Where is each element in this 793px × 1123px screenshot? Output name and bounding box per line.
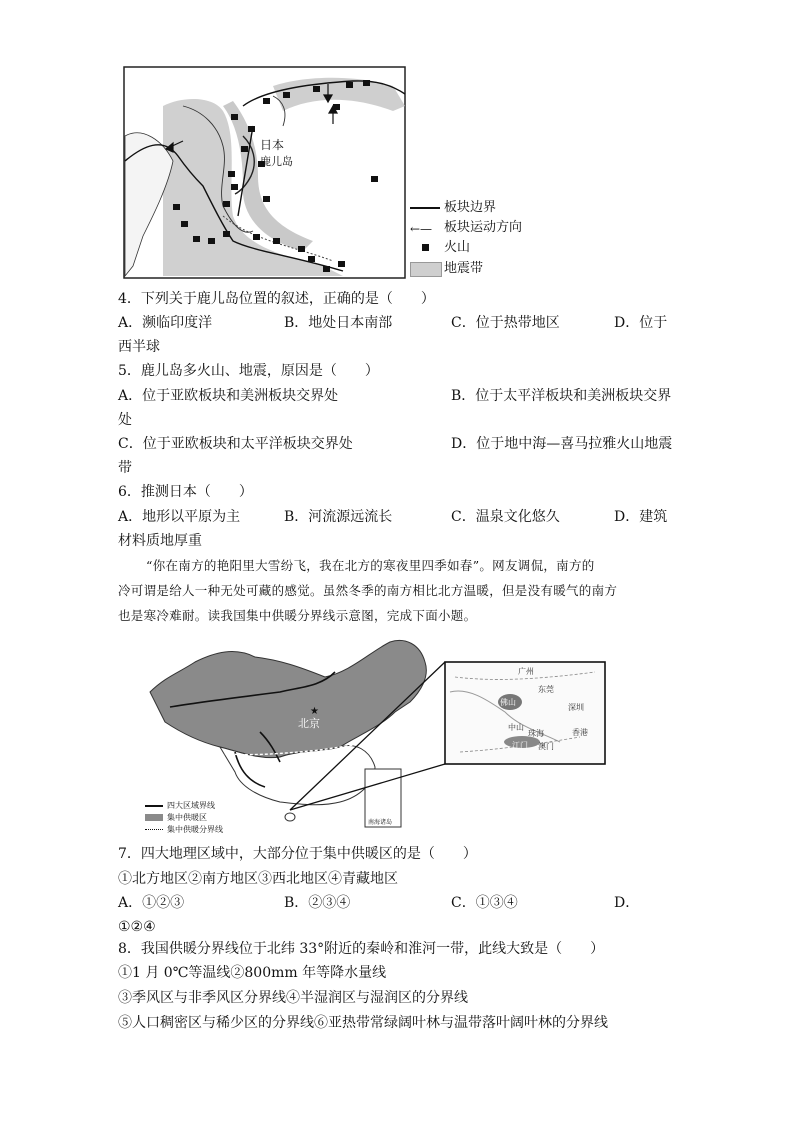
inset-zhuhai: 珠海 xyxy=(528,729,544,738)
legend-regions: 四大区域界线 xyxy=(167,801,215,810)
passage-line-2: 冷可谓是给人一种无处可藏的感觉。虽然冬季的南方相比北方温暖，但是没有暖气的南方 xyxy=(118,583,618,598)
plate-map xyxy=(123,66,407,280)
q7-option-a[interactable]: A．①②③ xyxy=(118,895,185,911)
arrow-left-icon: ←— xyxy=(410,222,433,236)
q7-option-d-wrap: ①②④ xyxy=(118,919,156,935)
legend-volcano: 火山 xyxy=(444,240,471,255)
q5-option-c[interactable]: C．位于亚欧板块和太平洋板块交界处 xyxy=(118,436,353,452)
heating-zone xyxy=(150,640,426,757)
hainan-island xyxy=(285,813,295,821)
q5-option-b[interactable]: B．位于太平洋板块和美洲板块交界 xyxy=(451,388,672,404)
legend-heating-line: 集中供暖分界线 xyxy=(167,825,223,834)
q8-options-3: ⑤人口稠密区与稀少区的分界线⑥亚热带常绿阔叶林与温带落叶阔叶林的分界线 xyxy=(118,1015,608,1031)
q8-options-1: ①1 月 0℃等温线②800mm 年等降水量线 xyxy=(118,965,387,981)
q5-stem: 5．鹿儿岛多火山、地震，原因是（ ） xyxy=(118,363,379,379)
q5-option-d[interactable]: D．位于地中海—喜马拉雅火山地震 xyxy=(451,436,673,452)
q7-stem: 7．四大地理区域中，大部分位于集中供暖区的是（ ） xyxy=(118,846,477,862)
q5-option-a[interactable]: A．位于亚欧板块和美洲板块交界处 xyxy=(118,388,339,404)
legend-heating: 集中供暖区 xyxy=(167,813,207,822)
south-china xyxy=(220,746,375,805)
q4-option-c[interactable]: C．位于热带地区 xyxy=(451,315,560,331)
legend-direction: 板块运动方向 xyxy=(444,220,523,235)
q7-option-d[interactable]: D． xyxy=(614,895,640,911)
quake-belt-swatch xyxy=(410,262,442,277)
inset-zhongshan: 中山 xyxy=(508,723,524,732)
inset-aomen: 澳门 xyxy=(538,742,554,751)
q4-stem: 4．下列关于鹿儿岛位置的叙述，正确的是（ ） xyxy=(118,291,435,307)
q5-option-d-wrap: 带 xyxy=(118,460,132,476)
beijing-star-icon: ★ xyxy=(310,706,319,717)
q8-options-2: ③季风区与非季风区分界线④半湿润区与湿润区的分界线 xyxy=(118,990,468,1006)
inset-foshan: 佛山 xyxy=(500,698,516,707)
q6-option-a[interactable]: A．地形以平原为主 xyxy=(118,509,241,525)
q8-stem: 8．我国供暖分界线位于北纬 33°附近的秦岭和淮河一带，此线大致是（ ） xyxy=(118,941,605,957)
q4-option-d[interactable]: D．位于 xyxy=(614,315,668,331)
inset-jiangmen: 江门 xyxy=(512,741,528,750)
q6-option-d[interactable]: D．建筑 xyxy=(614,509,668,525)
inset-shenzhen: 深圳 xyxy=(568,703,584,712)
inset-xianggang: 香港 xyxy=(572,728,588,737)
heating-map-legend xyxy=(145,800,285,840)
q6-stem: 6．推测日本（ ） xyxy=(118,484,253,500)
boundary-line-swatch xyxy=(410,207,440,209)
japan-label: 日本 xyxy=(260,138,285,152)
q7-option-b[interactable]: B．②③④ xyxy=(284,895,351,911)
q7-option-c[interactable]: C．①③④ xyxy=(451,895,518,911)
passage-line-3: 也是寒冷难耐。读我国集中供暖分界线示意图，完成下面小题。 xyxy=(118,608,477,623)
passage-line-1: “你在南方的艳阳里大雪纷飞，我在北方的寒夜里四季如春”。网友调侃，南方的 xyxy=(146,558,595,573)
heating-zone-swatch xyxy=(145,814,163,821)
beijing-label: 北京 xyxy=(298,717,320,730)
q5-option-b-wrap: 处 xyxy=(118,412,132,428)
south-sea-inset-label: 南海诸岛 xyxy=(368,819,393,826)
inset-guangzhou: 广州 xyxy=(518,667,534,676)
legend-boundary: 板块边界 xyxy=(444,200,497,215)
q6-option-c[interactable]: C．温泉文化悠久 xyxy=(451,509,560,525)
q6-option-b[interactable]: B．河流源远流长 xyxy=(284,509,393,525)
legend-quake-belt: 地震带 xyxy=(444,261,484,276)
volcano-icon xyxy=(422,244,429,251)
kagoshima-label: 鹿儿岛 xyxy=(260,155,293,168)
q4-option-a[interactable]: A．濒临印度洋 xyxy=(118,315,213,331)
q6-option-d-wrap: 材料质地厚重 xyxy=(118,533,202,549)
q4-option-d-wrap: 西半球 xyxy=(118,339,160,355)
plate-map-legend xyxy=(408,198,548,280)
heating-line-swatch xyxy=(145,829,163,830)
region-line-swatch xyxy=(145,805,163,807)
inset-dongguan: 东莞 xyxy=(538,685,554,694)
q4-option-b[interactable]: B．地处日本南部 xyxy=(284,315,393,331)
q7-options: ①北方地区②南方地区③西北地区④青藏地区 xyxy=(118,871,398,887)
